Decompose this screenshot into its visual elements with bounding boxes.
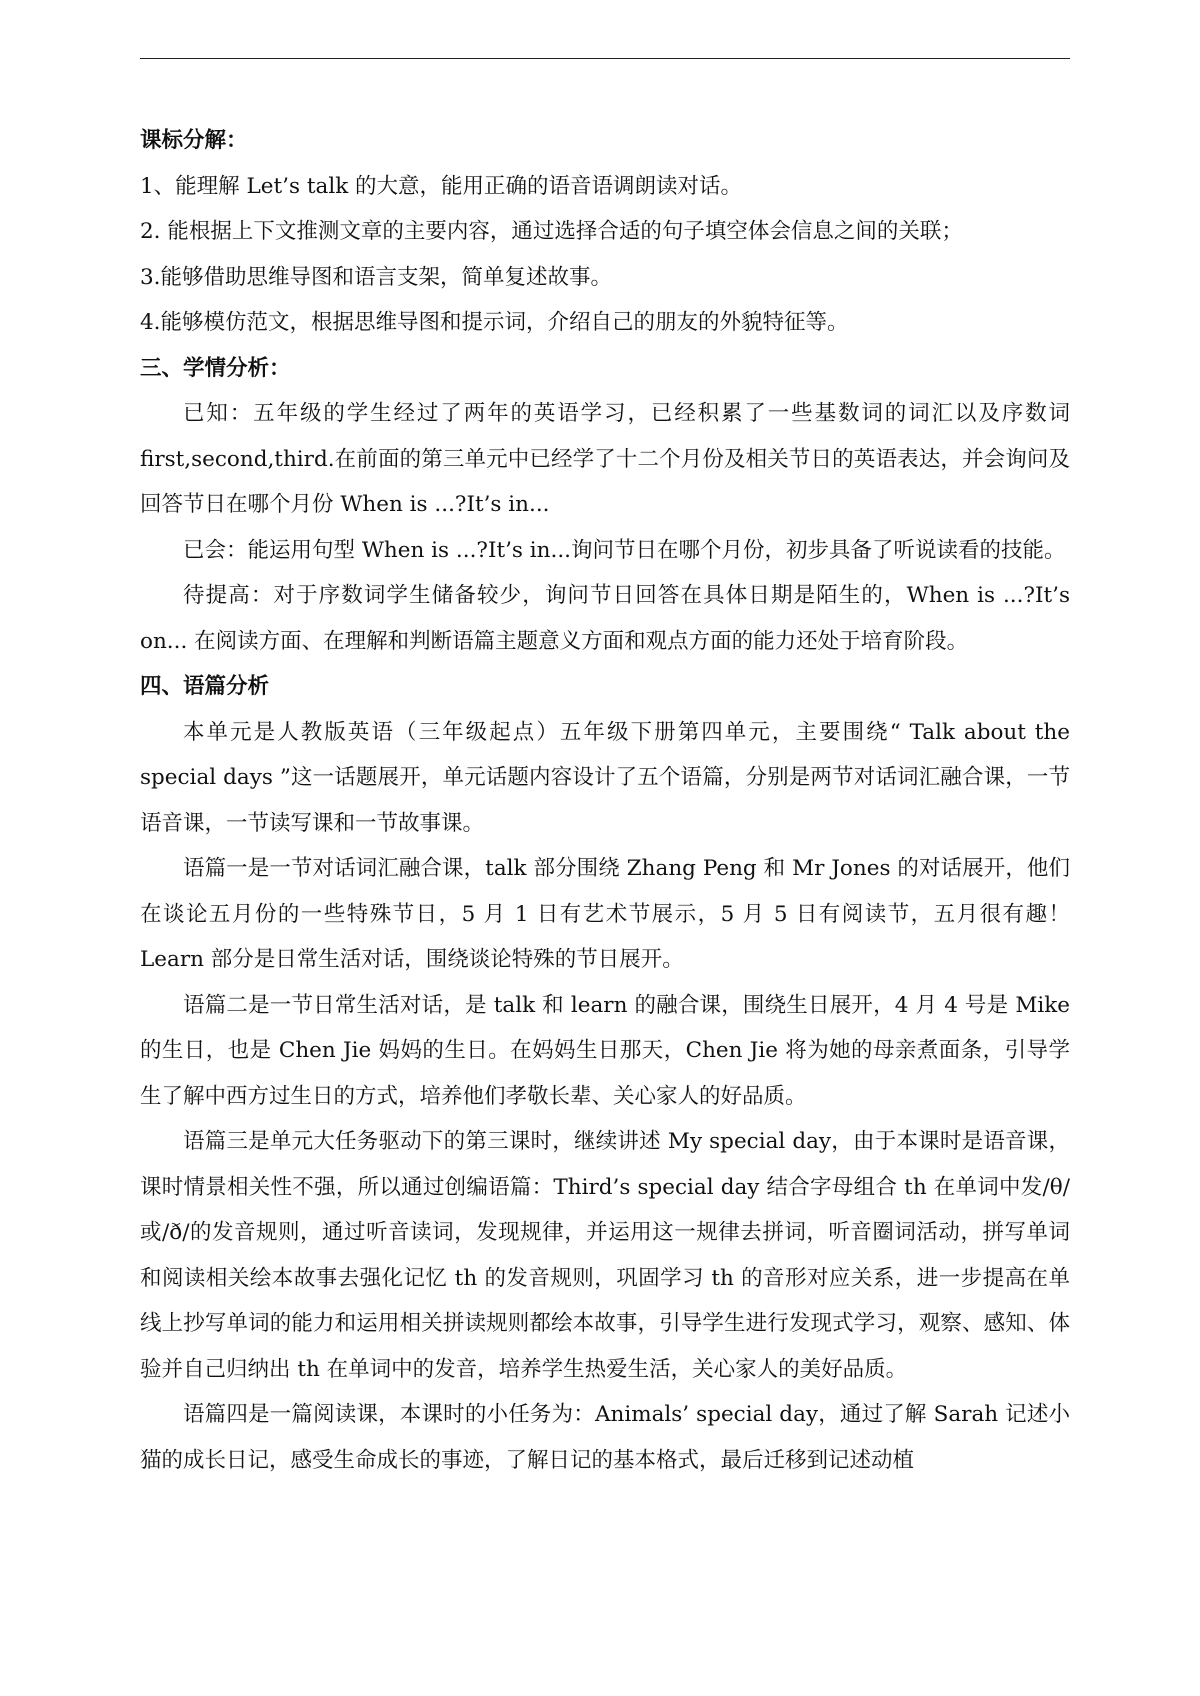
standards-item-1: 1、能理解 Let’s talk 的大意，能用正确的语音语调朗读对话。 <box>140 173 743 199</box>
learner-known-paragraph: 已知：五年级的学生经过了两年的英语学习，已经积累了一些基数词的词汇以及序数词 first,second,third.在前面的第三单元中已经学了十二个月份及相关节日的英语表达，并会询问及回答节日在哪个月份 When is ...?It’s in... <box>140 401 1070 517</box>
standards-item-2: 2. 能根据上下文推测文章的主要内容，通过选择合适的句子填空体会信息之间的关联； <box>140 219 963 244</box>
learner-to-improve-paragraph: 待提高：对于序数词学生储备较少，询问节日回答在具体日期是陌生的，When is ...?It’s on... 在阅读方面、在理解和判断语篇主题意义方面和观点方面的能力还处于培育阶段。 <box>140 583 1070 654</box>
section-heading-learner-analysis: 三、学情分析： <box>140 355 291 381</box>
section-heading-text-analysis: 四、语篇分析 <box>140 674 270 699</box>
section-heading-standards: 课标分解： <box>140 128 248 153</box>
header-rule <box>140 58 1070 59</box>
learner-can-do-paragraph: 已会：能运用句型 When is ...?It’s in...询问节日在哪个月份，初步具备了听说读看的技能。 <box>183 537 1066 563</box>
standards-item-4: 4.能够模仿范文，根据思维导图和提示词，介绍自己的朋友的外貌特征等。 <box>140 310 849 335</box>
document-body <box>140 118 1070 1483</box>
text-analysis-paragraph-4: 语篇三是单元大任务驱动下的第三课时，继续讲述 My special day，由于本课时是语音课，课时情景相关性不强，所以通过创编语篇：Third’s special day 结合字母组合 th 在单词中发/θ/或/ð/的发音规则，通过听音读词，发现规律，并运用这一规律去拼词，听音圈词活动，拼写单词和阅读相关绘本故事去强化记忆 th 的发音规则，巩固学习 th 的音形对应关系，进一步提高在单线上抄写单词的能力和运用相关拼读规则都绘本故事，引导学生进行发现式学习，观察、感知、体验并自己归纳出 th 在单词中的发音，培养学生热爱生活，关心家人的美好品质。 <box>140 1129 1070 1382</box>
text-analysis-paragraph-1: 本单元是人教版英语（三年级起点）五年级下册第四单元，主要围绕“ Talk about the special days ”这一话题展开，单元话题内容设计了五个语篇，分别是两节对话词汇融合课，一节语音课，一节读写课和一节故事课。 <box>140 719 1070 836</box>
text-analysis-paragraph-2: 语篇一是一节对话词汇融合课，talk 部分围绕 Zhang Peng 和 Mr Jones 的对话展开，他们在谈论五月份的一些特殊节日，5 月 1 日有艺术节展示，5 月 5 日有阅读节，五月很有趣！Learn 部分是日常生活对话，围绕谈论特殊的节日展开。 <box>140 856 1070 972</box>
text-analysis-paragraph-5: 语篇四是一篇阅读课，本课时的小任务为：Animals’ special day，通过了解 Sarah 记述小猫的成长日记，感受生命成长的事迹，了解日记的基本格式，最后迁移到记述动植 <box>140 1402 1070 1473</box>
text-analysis-paragraph-3: 语篇二是一节日常生活对话，是 talk 和 learn 的融合课，围绕生日展开，4 月 4 号是 Mike 的生日，也是 Chen Jie 妈妈的生日。在妈妈生日那天，Chen Jie 将为她的母亲煮面条，引导学生了解中西方过生日的方式，培养他们孝敬长辈、关心家人的好品质。 <box>140 992 1070 1109</box>
standards-item-3: 3.能够借助思维导图和语言支架，简单复述故事。 <box>140 264 613 290</box>
